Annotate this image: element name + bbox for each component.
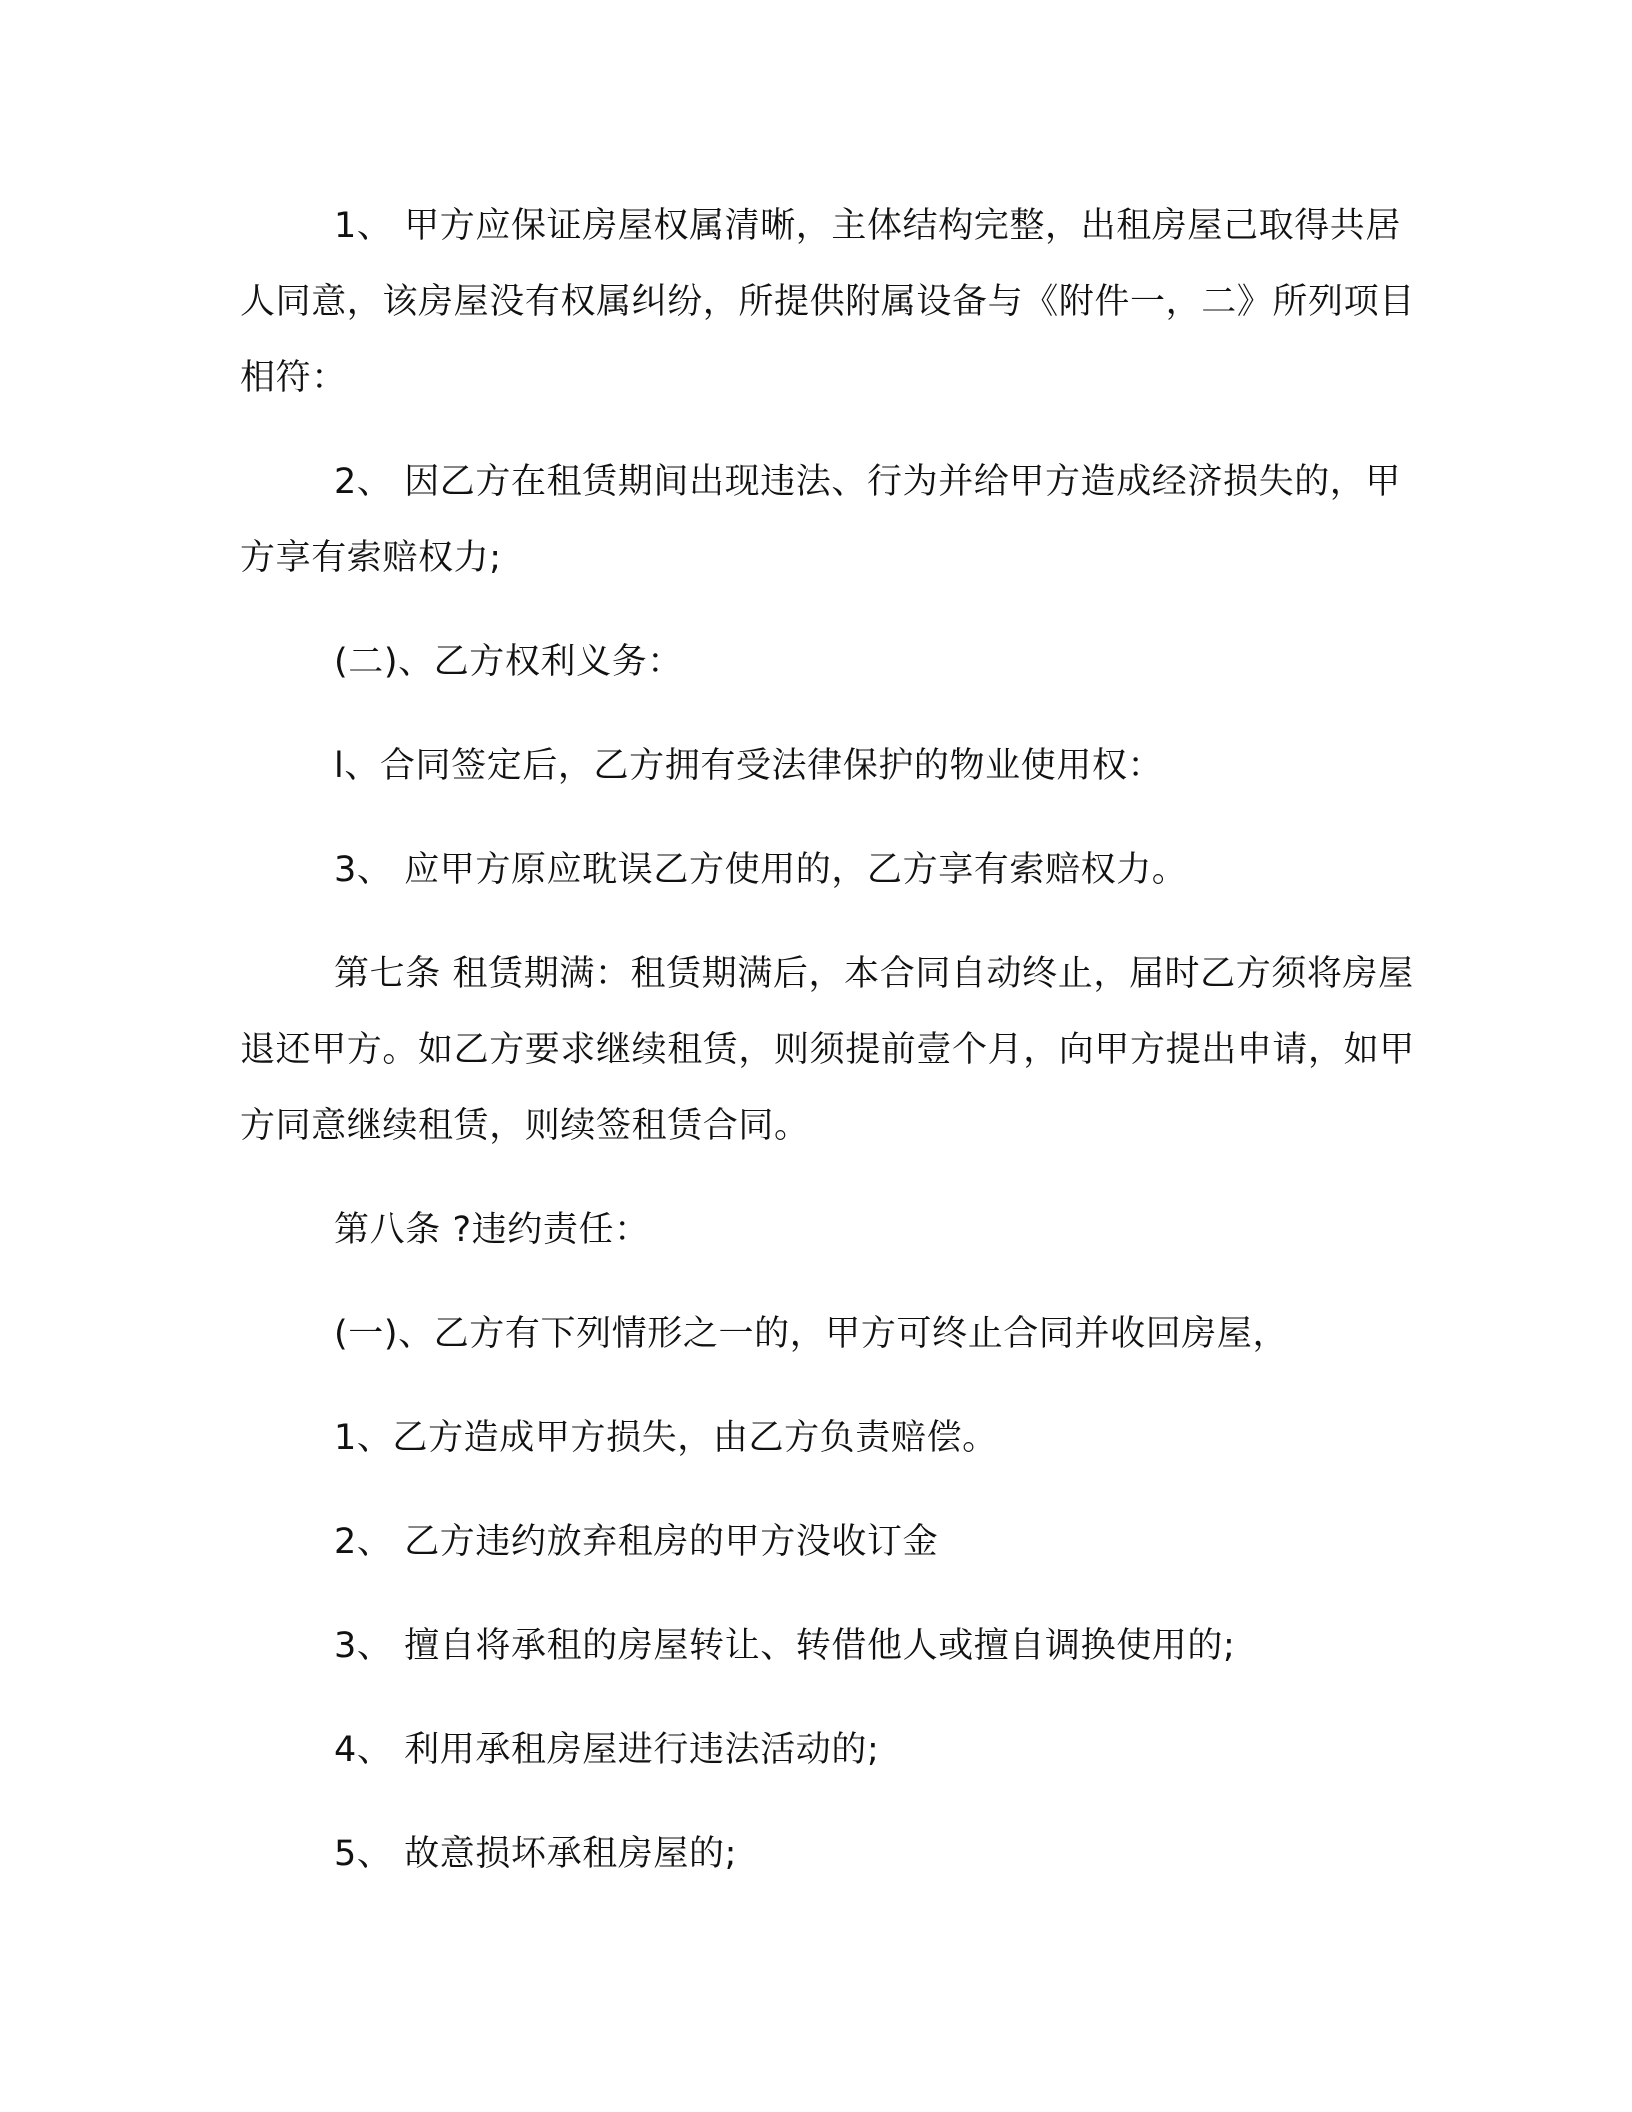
- paragraph-article-7: 第七条 租赁期满：租赁期满后，本合同自动终止，届时乙方须将房屋退还甲方。如乙方要求继续租赁，则须提前壹个月，向甲方提出申请，如甲方同意继续租赁，则续签租赁合同。: [240, 954, 1415, 1146]
- paragraph-breach-3: 3、 擅自将承租的房屋转让、转借他人或擅自调换使用的;: [334, 1626, 1236, 1666]
- paragraph-breach-conditions-heading: (一)、乙方有下列情形之一的，甲方可终止合同并收回房屋，: [334, 1314, 1289, 1354]
- paragraph-landlord-obligation-2: 2、 因乙方在租赁期间出现违法、行为并给甲方造成经济损失的，甲方享有索赔权力;: [240, 462, 1401, 578]
- paragraph-breach-4: 4、 利用承租房屋进行违法活动的;: [334, 1730, 880, 1770]
- paragraph-tenant-right-1: l、合同签定后，乙方拥有受法律保护的物业使用权：: [334, 746, 1164, 786]
- paragraph-landlord-obligation-1: 1、 甲方应保证房屋权属清晰，主体结构完整，出租房屋己取得共居人同意，该房屋没有权属纠纷，所提供附属设备与《附件一，二》所列项目相符：: [240, 206, 1415, 398]
- paragraph-breach-2: 2、 乙方违约放弃租房的甲方没收订金: [334, 1522, 939, 1562]
- paragraph-breach-1: 1、乙方造成甲方损失，由乙方负责赔偿。: [334, 1418, 998, 1458]
- document-body: [240, 188, 1420, 1892]
- paragraph-article-8-heading: 第八条 ?违约责任：: [334, 1210, 650, 1250]
- paragraph-breach-5: 5、 故意损坏承租房屋的;: [334, 1834, 737, 1874]
- paragraph-tenant-right-3: 3、 应甲方原应耽误乙方使用的，乙方享有索赔权力。: [334, 850, 1188, 890]
- paragraph-tenant-rights-heading: (二)、乙方权利义务：: [334, 642, 683, 682]
